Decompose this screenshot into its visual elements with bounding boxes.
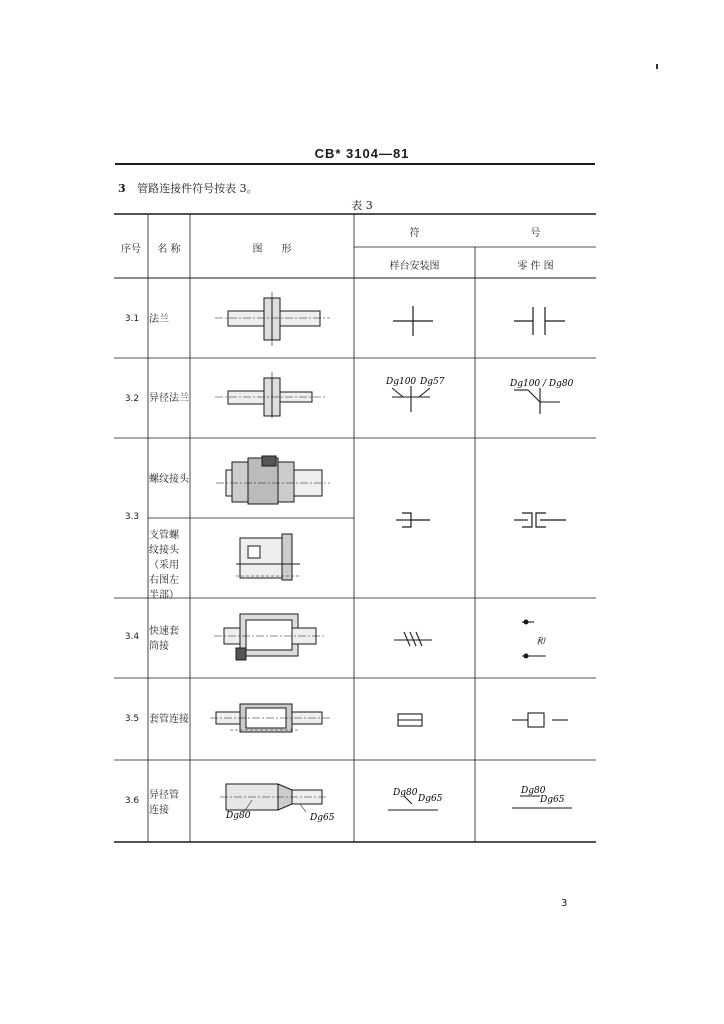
header-symbol-right: 号 <box>530 228 541 239</box>
header-symbol-left: 符 <box>409 228 420 239</box>
threaded-joint-figure <box>216 456 330 504</box>
intro-text: 管路连接件符号按表 3。 <box>137 182 258 195</box>
header-figure: 图 形 <box>252 244 292 255</box>
reducing-flange-part-symbol <box>514 388 560 414</box>
row-number: 3.5 <box>124 714 140 724</box>
reducing-flange-install-symbol <box>392 386 430 412</box>
row-number: 3.4 <box>124 632 140 642</box>
flange-part-symbol <box>514 307 565 335</box>
dim-label: Dg57 <box>420 377 445 387</box>
sleeve-part-symbol <box>512 713 568 727</box>
dim-label: Dg65 <box>418 794 443 804</box>
row-number: 3.1 <box>124 314 140 324</box>
row-name: 异径管连接 <box>149 790 179 816</box>
threaded-joint-part-symbol <box>514 513 566 527</box>
row-number: 3.3 <box>124 512 140 522</box>
standard-code: CB* 3104—81 <box>314 146 410 161</box>
row-name: 套管连接 <box>149 714 189 725</box>
header-install: 样台安装图 <box>389 261 440 272</box>
row-name: 快速套筒接 <box>149 626 179 652</box>
row-name: 支管螺纹接头（采用右图左半部） <box>149 530 179 601</box>
dim-label: Dg65 <box>310 813 335 823</box>
dim-label: 和 <box>536 637 546 647</box>
quick-sleeve-joint-figure <box>214 614 324 660</box>
header-name: 名 称 <box>157 244 181 255</box>
sleeve-install-symbol <box>398 714 422 726</box>
quick-sleeve-install-symbol <box>394 632 432 646</box>
dim-label: Dg65 <box>540 795 565 805</box>
branch-threaded-joint-figure <box>236 534 300 580</box>
reducing-flange-figure <box>215 372 325 420</box>
header-num: 序号 <box>121 244 141 255</box>
row-name: 螺纹接头 <box>149 474 189 485</box>
sleeve-connection-figure <box>210 704 330 732</box>
table-caption: 表 3 <box>351 199 373 212</box>
row-name: 异径法兰 <box>149 393 189 404</box>
intro-number: 3 <box>118 182 126 195</box>
dim-label: Dg80 <box>393 788 418 798</box>
dim-label: Dg80 <box>226 811 251 821</box>
dim-label: Dg80 <box>521 786 546 796</box>
page-number: 3 <box>561 898 568 909</box>
header-part: 零 件 图 <box>517 261 554 272</box>
reducer-connection-figure <box>220 784 328 812</box>
row-name: 法兰 <box>149 314 169 325</box>
threaded-joint-install-symbol <box>396 513 430 527</box>
row-number: 3.2 <box>124 394 140 404</box>
flange-install-symbol <box>393 306 433 336</box>
dim-label: Dg100 / Dg80 <box>510 379 574 389</box>
row-number: 3.6 <box>124 796 140 806</box>
dim-label: Dg100 <box>386 377 417 387</box>
flange-figure <box>215 292 330 346</box>
